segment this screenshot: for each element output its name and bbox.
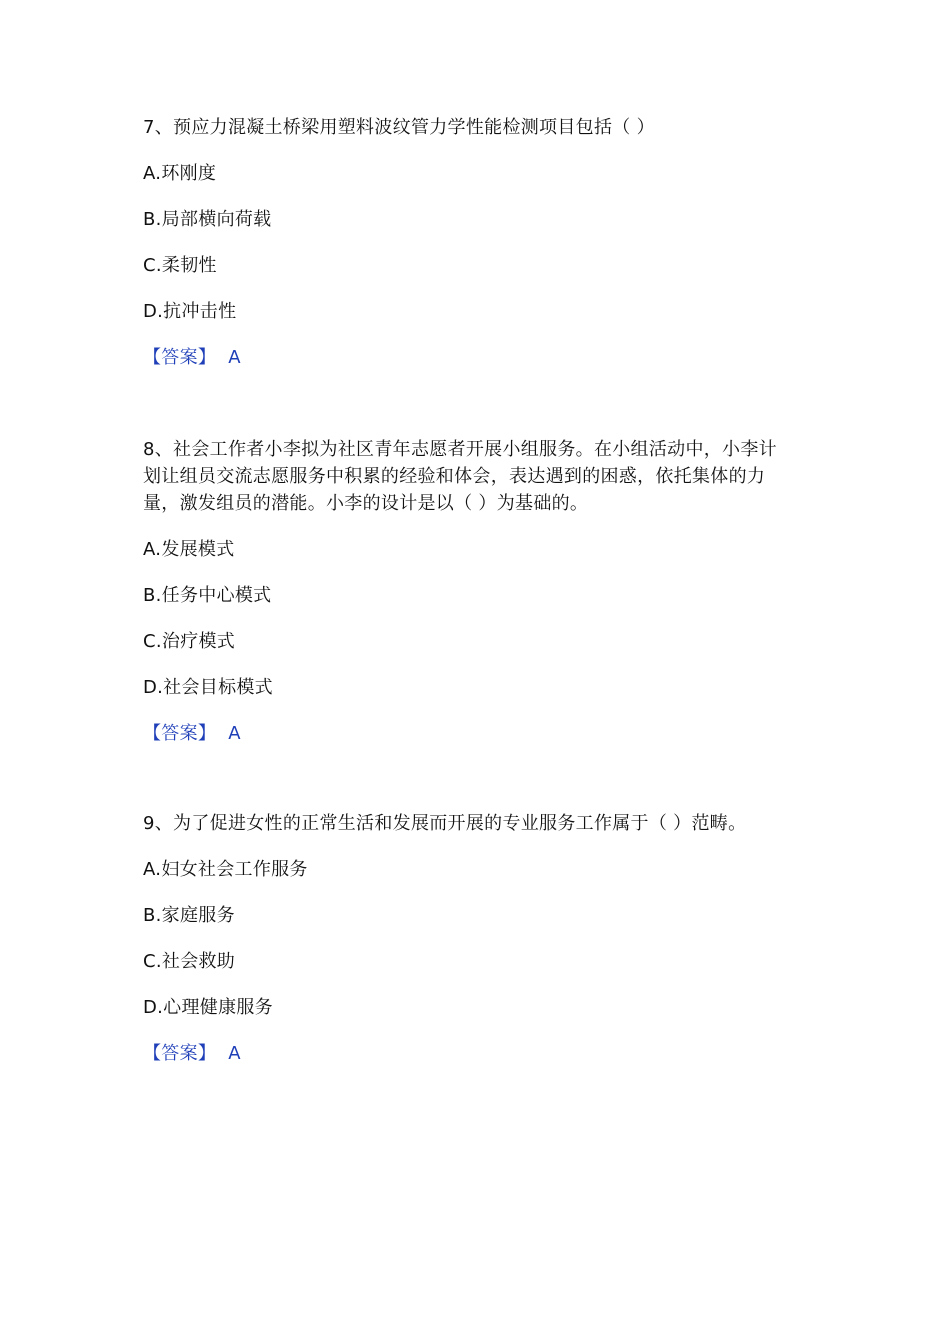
answer-line (143, 720, 811, 747)
answer-value: A (228, 1043, 241, 1064)
option-c: C.治疗模式 (143, 631, 236, 652)
option-d: D.心理健康服务 (143, 997, 273, 1018)
question-stem: 7、预应力混凝土桥梁用塑料波纹管力学性能检测项目包括（ ） (143, 117, 655, 138)
question-9 (143, 810, 811, 1067)
question-stem: 9、为了促进女性的正常生活和发展而开展的专业服务工作属于（ ）范畴。 (143, 813, 747, 834)
option-list (143, 536, 811, 701)
answer-line (143, 344, 811, 371)
question-8 (143, 436, 811, 747)
answer-value: A (228, 723, 241, 744)
option-list (143, 160, 811, 325)
question-stem-line: 8、社会工作者小李拟为社区青年志愿者开展小组服务。在小组活动中，小李计 (143, 439, 777, 460)
option-b: B.局部横向荷载 (143, 209, 272, 230)
question-stem-line: 量，激发组员的潜能。小李的设计是以（ ）为基础的。 (143, 493, 589, 514)
option-list (143, 856, 811, 1021)
option-d: D.抗冲击性 (143, 301, 237, 322)
answer-label: 【答案】 (143, 347, 217, 368)
question-stem-line: 划让组员交流志愿服务中积累的经验和体会，表达遇到的困惑，依托集体的力 (143, 466, 766, 487)
option-c: C.柔韧性 (143, 255, 217, 276)
answer-label: 【答案】 (143, 1043, 217, 1064)
answer-label: 【答案】 (143, 723, 217, 744)
option-a: A.妇女社会工作服务 (143, 859, 308, 880)
answer-value: A (228, 347, 241, 368)
option-c: C.社会救助 (143, 951, 236, 972)
option-a: A.环刚度 (143, 163, 217, 184)
answer-line (143, 1040, 811, 1067)
question-7 (143, 114, 811, 371)
question-stem (143, 436, 811, 517)
option-b: B.任务中心模式 (143, 585, 272, 606)
option-b: B.家庭服务 (143, 905, 235, 926)
option-a: A.发展模式 (143, 539, 235, 560)
option-d: D.社会目标模式 (143, 677, 273, 698)
